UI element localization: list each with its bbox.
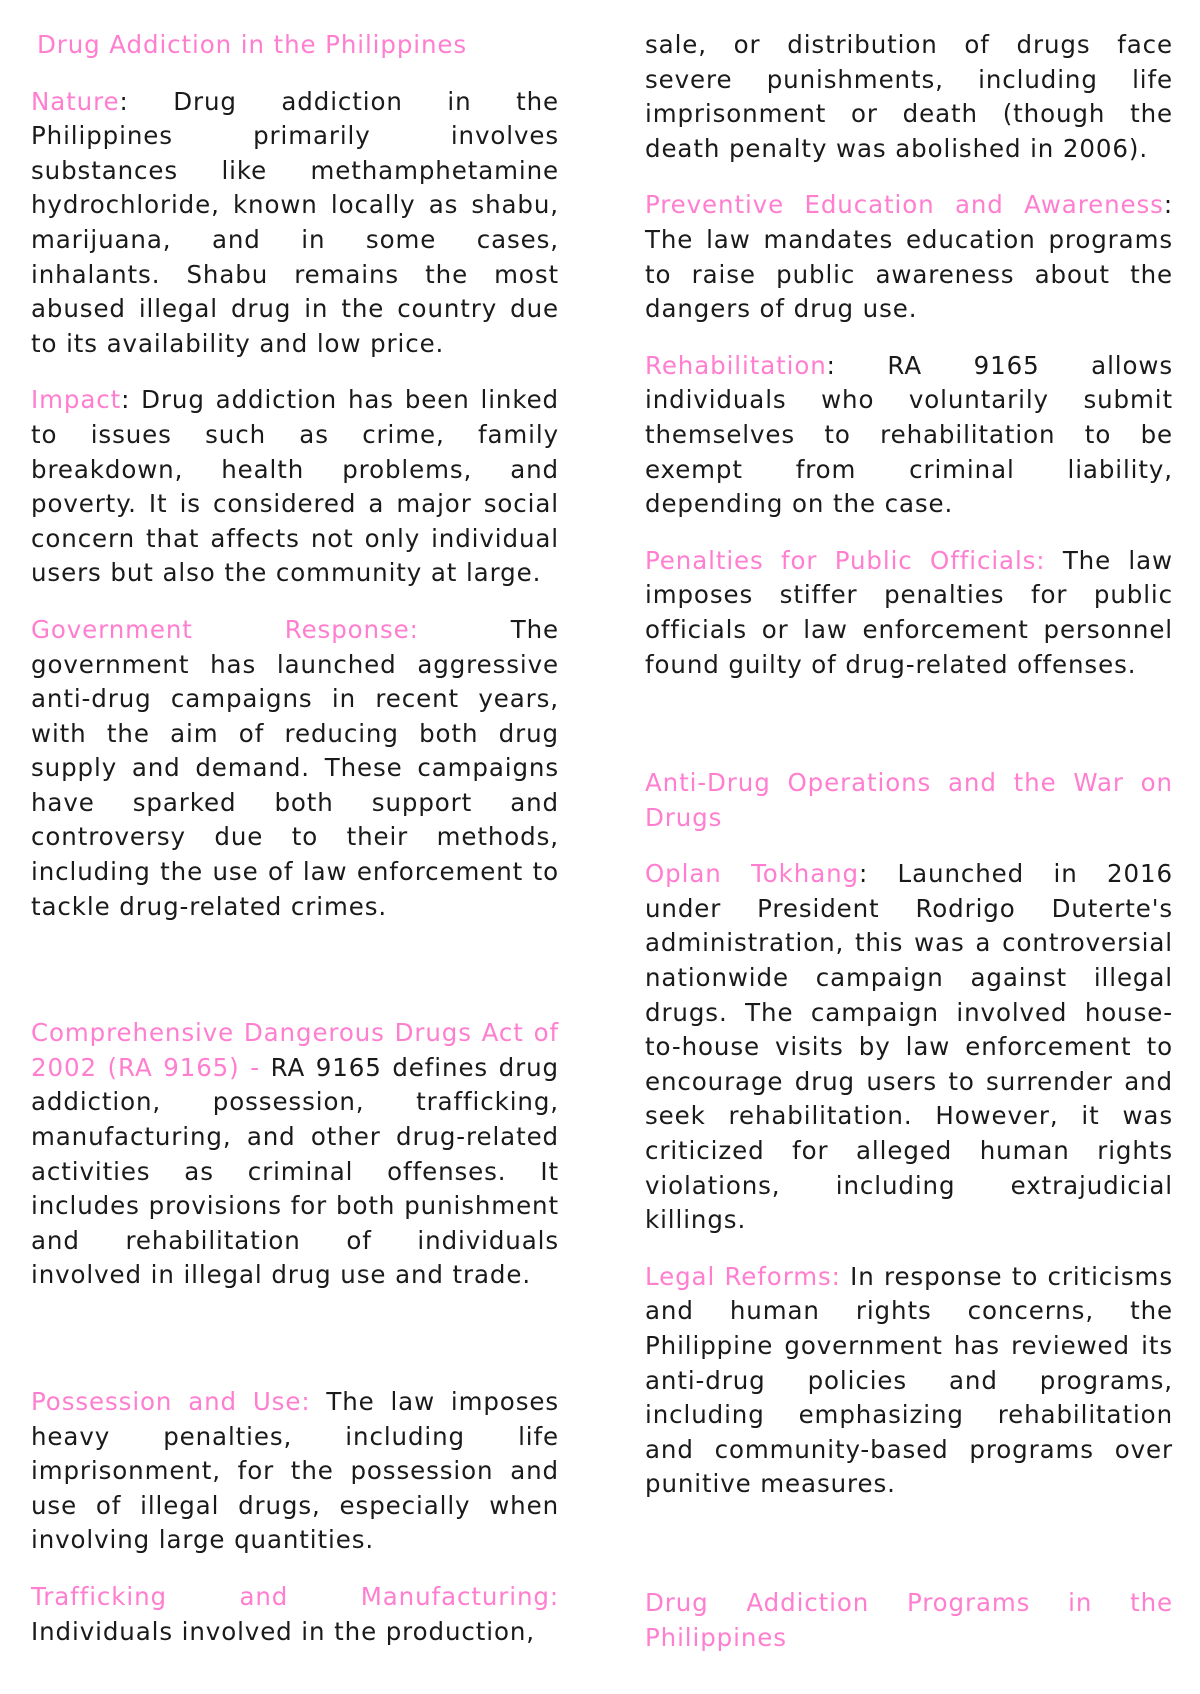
legal-reforms-label: Legal Reforms:: [645, 1261, 841, 1291]
left-column: [31, 28, 559, 1649]
rehabilitation-text: RA 9165 allows individuals who voluntarily submit themselves to rehabilitation to be exempt from criminal liability, depending on the case.: [645, 350, 1173, 519]
impact-text: Drug addiction has been linked to issues such as crime, family breakdown, health problems, and poverty. It is considered a major social concern that affects not only individual users but also the community at large.: [31, 385, 559, 588]
government-response-text: The government has launched aggressive anti-drug campaigns in recent years, with the aim of reducing both drug supply and demand. These campaigns have sparked both support and controversy due to their methods, including the use of law enforcement to tackle drug-related crimes.: [31, 614, 559, 921]
rehabilitation-label: Rehabilitation: [645, 350, 827, 380]
trafficking-paragraph: [31, 1580, 559, 1649]
legal-reforms-paragraph: [645, 1260, 1173, 1502]
section-title-operations: Anti-Drug Operations and the War on Drugs: [645, 768, 1173, 832]
right-column: [645, 28, 1173, 1655]
ra9165-paragraph: [31, 1016, 559, 1293]
rehabilitation-separator: :: [826, 350, 836, 380]
nature-text: Drug addiction in the Philippines primarily involves substances like methamphetamine hydrochloride, known locally as shabu, marijuana, and in some cases, inhalants. Shabu remains the most abused illegal drug in the country due to its availability and low price.: [31, 86, 559, 358]
ra9165-text: RA 9165 defines drug addiction, possession, trafficking, manufacturing, and other drug-related activities as criminal offenses. It includes provisions for both punishment and rehabilitation of individuals involved in illegal drug use and trade.: [31, 1052, 559, 1290]
nature-paragraph: [31, 85, 559, 362]
section-title-programs: Drug Addiction Programs in the Philippines: [645, 1587, 1173, 1652]
public-officials-paragraph: [645, 544, 1173, 682]
trafficking-text: Individuals involved in the production,: [31, 1616, 535, 1646]
nature-label: Nature: [31, 86, 120, 116]
legal-reforms-text: In response to criticisms and human rights concerns, the Philippine government has reviewed its anti-drug policies and programs, including emphasizing rehabilitation and community-based programs over punitive measures.: [645, 1261, 1173, 1499]
possession-text: The law imposes heavy penalties, including life imprisonment, for the possession and use of illegal drugs, especially when involving large quantities.: [31, 1387, 559, 1555]
nature-separator: :: [119, 86, 129, 116]
trafficking-continued-paragraph: sale, or distribution of drugs face severe punishments, including life imprisonment or death (though the death penalty was abolished in 2006).: [645, 30, 1173, 163]
rehabilitation-paragraph: [645, 349, 1173, 522]
government-response-label: Government Response:: [31, 614, 419, 644]
preventive-education-text: The law mandates education programs to raise public awareness about the dangers of drug use.: [645, 224, 1173, 324]
possession-paragraph: [31, 1385, 559, 1558]
preventive-education-label: Preventive Education and Awareness: [645, 190, 1164, 220]
oplan-tokhang-separator: :: [859, 859, 869, 889]
impact-label: Impact: [31, 385, 122, 415]
oplan-tokhang-paragraph: [645, 857, 1173, 1238]
preventive-education-paragraph: [645, 188, 1173, 326]
page-title: Drug Addiction in the Philippines: [37, 30, 468, 59]
impact-paragraph: [31, 383, 559, 591]
government-response-paragraph: [31, 613, 559, 924]
public-officials-label: Penalties for Public Officials:: [645, 545, 1046, 575]
impact-separator: :: [121, 385, 131, 415]
oplan-tokhang-text: Launched in 2016 under President Rodrigo Duterte's administration, this was a controversial nationwide campaign against illegal drugs. The campaign involved house-to-house visits by law enforcement to encourage drug users to surrender and seek rehabilitation. However, it was criticized for alleged human rights violations, including extrajudicial killings.: [645, 859, 1173, 1235]
public-officials-text: The law imposes stiffer penalties for public officials or law enforcement personnel found guilty of drug-related offenses.: [645, 545, 1173, 679]
preventive-education-separator: :: [1163, 190, 1173, 220]
trafficking-label: Trafficking and Manufacturing:: [31, 1581, 559, 1611]
possession-label: Possession and Use:: [31, 1387, 311, 1416]
oplan-tokhang-label: Oplan Tokhang: [645, 859, 859, 889]
ra9165-label: Comprehensive Dangerous Drugs Act of 2002 (RA 9165) -: [31, 1018, 559, 1082]
